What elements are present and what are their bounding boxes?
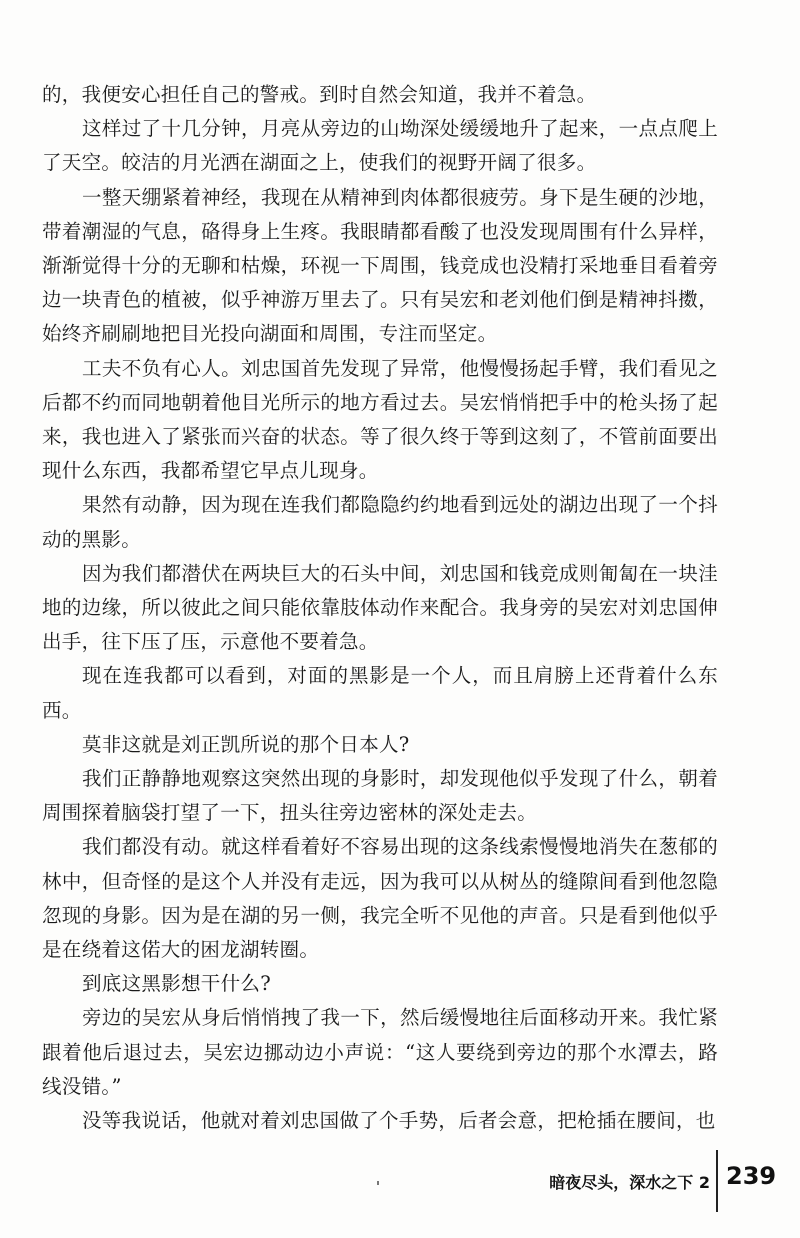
running-footer-title: 暗夜尽头，深水之下 2 — [549, 1173, 710, 1192]
paragraph: 工夫不负有心人。刘忠国首先发现了异常，他慢慢扬起手臂，我们看见之后都不约而同地朝着他目光所示的地方看过去。吴宏悄悄把手中的枪头扬了起来，我也进入了紧张而兴奋的状态。等了很久终于等到这刻了，不管前面要出现什么东西，我都希望它早点儿现身。 — [42, 356, 718, 483]
paragraph: 这样过了十几分钟，月亮从旁边的山坳深处缓缓地升了起来，一点点爬上了天空。皎洁的月光洒在湖面之上，使我们的视野开阔了很多。 — [42, 117, 718, 175]
paragraph: 因为我们都潜伏在两块巨大的石头中间，刘忠国和钱竞成则匍匐在一块洼地的边缘，所以彼此之间只能依靠肢体动作来配合。我身旁的吴宏对刘忠国伸出手，往下压了压，示意他不要着急。 — [42, 561, 718, 654]
paragraph: 我们正静静地观察这突然出现的身影时，却发现他似乎发现了什么，朝着周围探着脑袋打望了一下，扭头往旁边密林的深处走去。 — [42, 767, 718, 825]
print-speck — [377, 1181, 379, 1185]
paragraph: 旁边的吴宏从身后悄悄拽了我一下，然后缓慢地往后面移动开来。我忙紧跟着他后退过去，吴宏边挪动边小声说：“这人要绕到旁边的那个水潭去，路线没错。” — [42, 1006, 718, 1098]
paragraph: 我们都没有动。就这样看着好不容易出现的这条线索慢慢地消失在葱郁的林中，但奇怪的是这个人并没有走远，因为我可以从树丛的缝隙间看到他忽隐忽现的身影。因为是在湖的另一侧，我完全听不见他的声音。只是看到他似乎是在绕着这偌大的困龙湖转圈。 — [42, 835, 718, 962]
paragraph: 果然有动静，因为现在连我们都隐隐约约地看到远处的湖边出现了一个抖动的黑影。 — [42, 493, 718, 551]
paragraph: 莫非这就是刘正凯所说的那个日本人? — [82, 732, 410, 756]
paragraph: 的，我便安心担任自己的警戒。到时自然会知道，我并不着急。 — [42, 83, 597, 106]
body-text — [42, 78, 718, 1138]
paragraph: 现在连我都可以看到，对面的黑影是一个人，而且肩膀上还背着什么东西。 — [42, 664, 718, 722]
page-number: 239 — [726, 1162, 777, 1190]
paragraph: 到底这黑影想干什么? — [82, 972, 271, 996]
paragraph: 一整天绷紧着神经，我现在从精神到肉体都很疲劳。身下是生硬的沙地，带着潮湿的气息，硌得身上生疼。我眼睛都看酸了也没发现周围有什么异样，渐渐觉得十分的无聊和枯燥，环视一下周围，钱竞成也没精打采地垂目看着旁边一块青色的植被，似乎神游万里去了。只有吴宏和老刘他们倒是精神抖擞，始终齐刷刷地把目光投向湖面和周围，专注而坚定。 — [42, 185, 718, 346]
paragraph: 没等我说话，他就对着刘忠国做了个手势，后者会意，把枪插在腰间，也 — [82, 1109, 716, 1133]
footer-divider — [716, 1150, 718, 1212]
